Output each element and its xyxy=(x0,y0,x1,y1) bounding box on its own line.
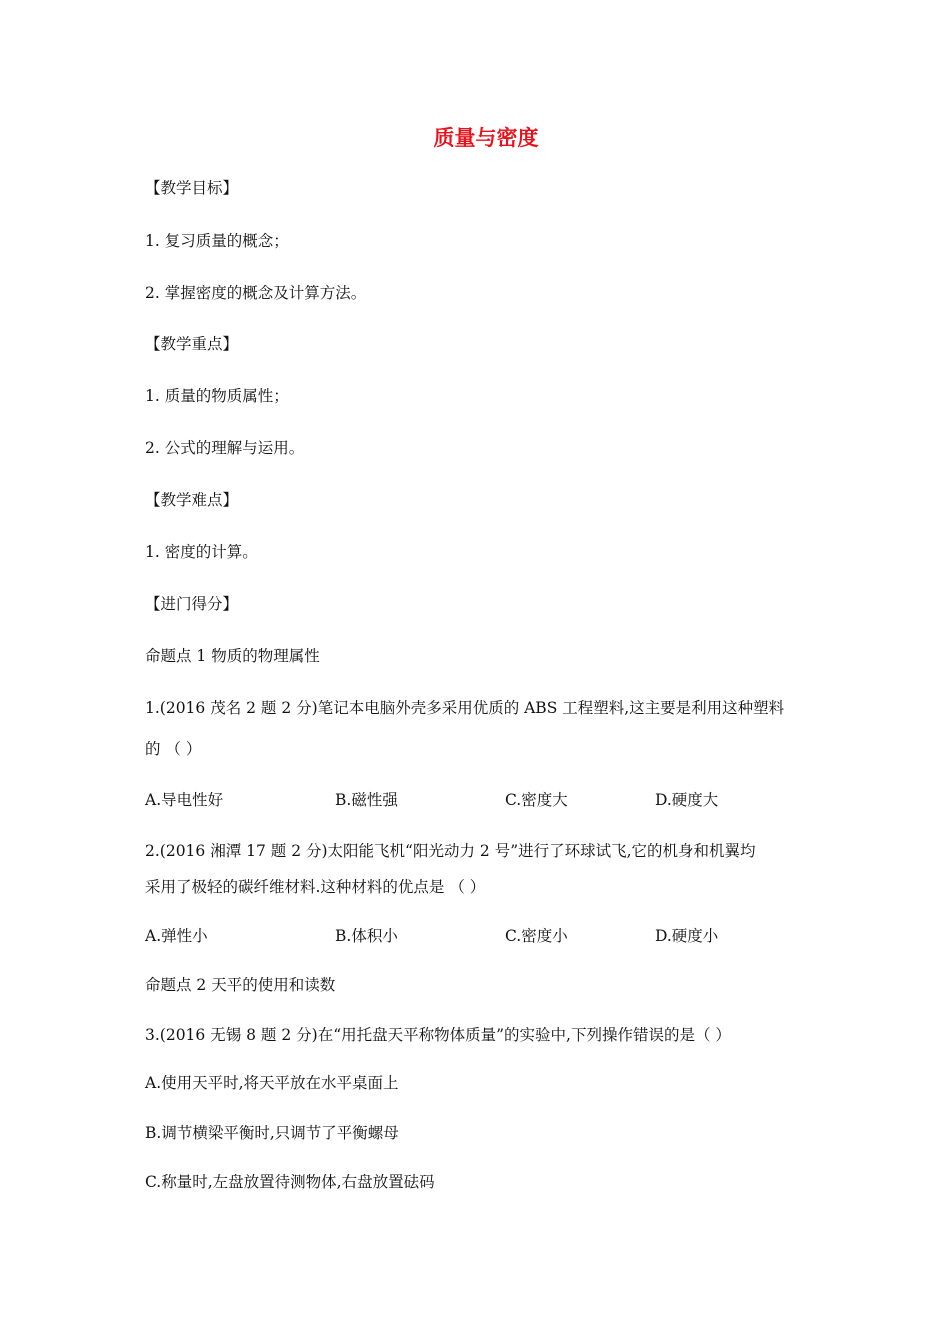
question-1-option-d: D.硬度大 xyxy=(655,791,719,809)
question-3-option-c: C.称量时,左盘放置待测物体,右盘放置砝码 xyxy=(145,1173,435,1191)
question-1-option-c: C.密度大 xyxy=(505,791,568,809)
question-2-option-b: B.体积小 xyxy=(335,927,398,945)
question-1-option-a: A.导电性好 xyxy=(145,791,224,809)
objectives-heading: 【教学目标】 xyxy=(145,179,239,197)
topic-1-heading: 命题点 1 物质的物理属性 xyxy=(145,647,320,665)
objective-item-2: 2. 掌握密度的概念及计算方法。 xyxy=(145,284,367,302)
question-2-option-d: D.硬度小 xyxy=(655,927,719,945)
key-point-item-1: 1. 质量的物质属性； xyxy=(145,387,289,405)
question-2-option-c: C.密度小 xyxy=(505,927,568,945)
question-3-option-b: B.调节横梁平衡时,只调节了平衡螺母 xyxy=(145,1124,399,1142)
objective-item-1: 1. 复习质量的概念； xyxy=(145,232,289,250)
page-title: 质量与密度 xyxy=(433,126,539,150)
question-1-line-1: 1.(2016 茂名 2 题 2 分)笔记本电脑外壳多采用优质的 ABS 工程塑料,这主要是利用这种塑料 xyxy=(145,699,785,717)
key-point-item-2: 2. 公式的理解与运用。 xyxy=(145,439,305,457)
entry-heading: 【进门得分】 xyxy=(145,595,239,613)
question-2-line-2: 采用了极轻的碳纤维材料.这种材料的优点是 （ ） xyxy=(145,878,486,896)
topic-2-heading: 命题点 2 天平的使用和读数 xyxy=(145,976,336,994)
question-3-line-1: 3.(2016 无锡 8 题 2 分)在“用托盘天平称物体质量”的实验中,下列操作错误的是（ ） xyxy=(145,1026,731,1044)
difficulty-item-1: 1. 密度的计算。 xyxy=(145,543,258,561)
question-2-option-a: A.弹性小 xyxy=(145,927,208,945)
key-points-heading: 【教学重点】 xyxy=(145,335,239,353)
question-3-option-a: A.使用天平时,将天平放在水平桌面上 xyxy=(145,1074,399,1092)
question-1-option-b: B.磁性强 xyxy=(335,791,398,809)
question-1-line-2: 的 （ ） xyxy=(145,740,202,758)
difficulties-heading: 【教学难点】 xyxy=(145,491,239,509)
question-2-line-1: 2.(2016 湘潭 17 题 2 分)太阳能飞机“阳光动力 2 号”进行了环球试飞,它的机身和机翼均 xyxy=(145,842,756,860)
